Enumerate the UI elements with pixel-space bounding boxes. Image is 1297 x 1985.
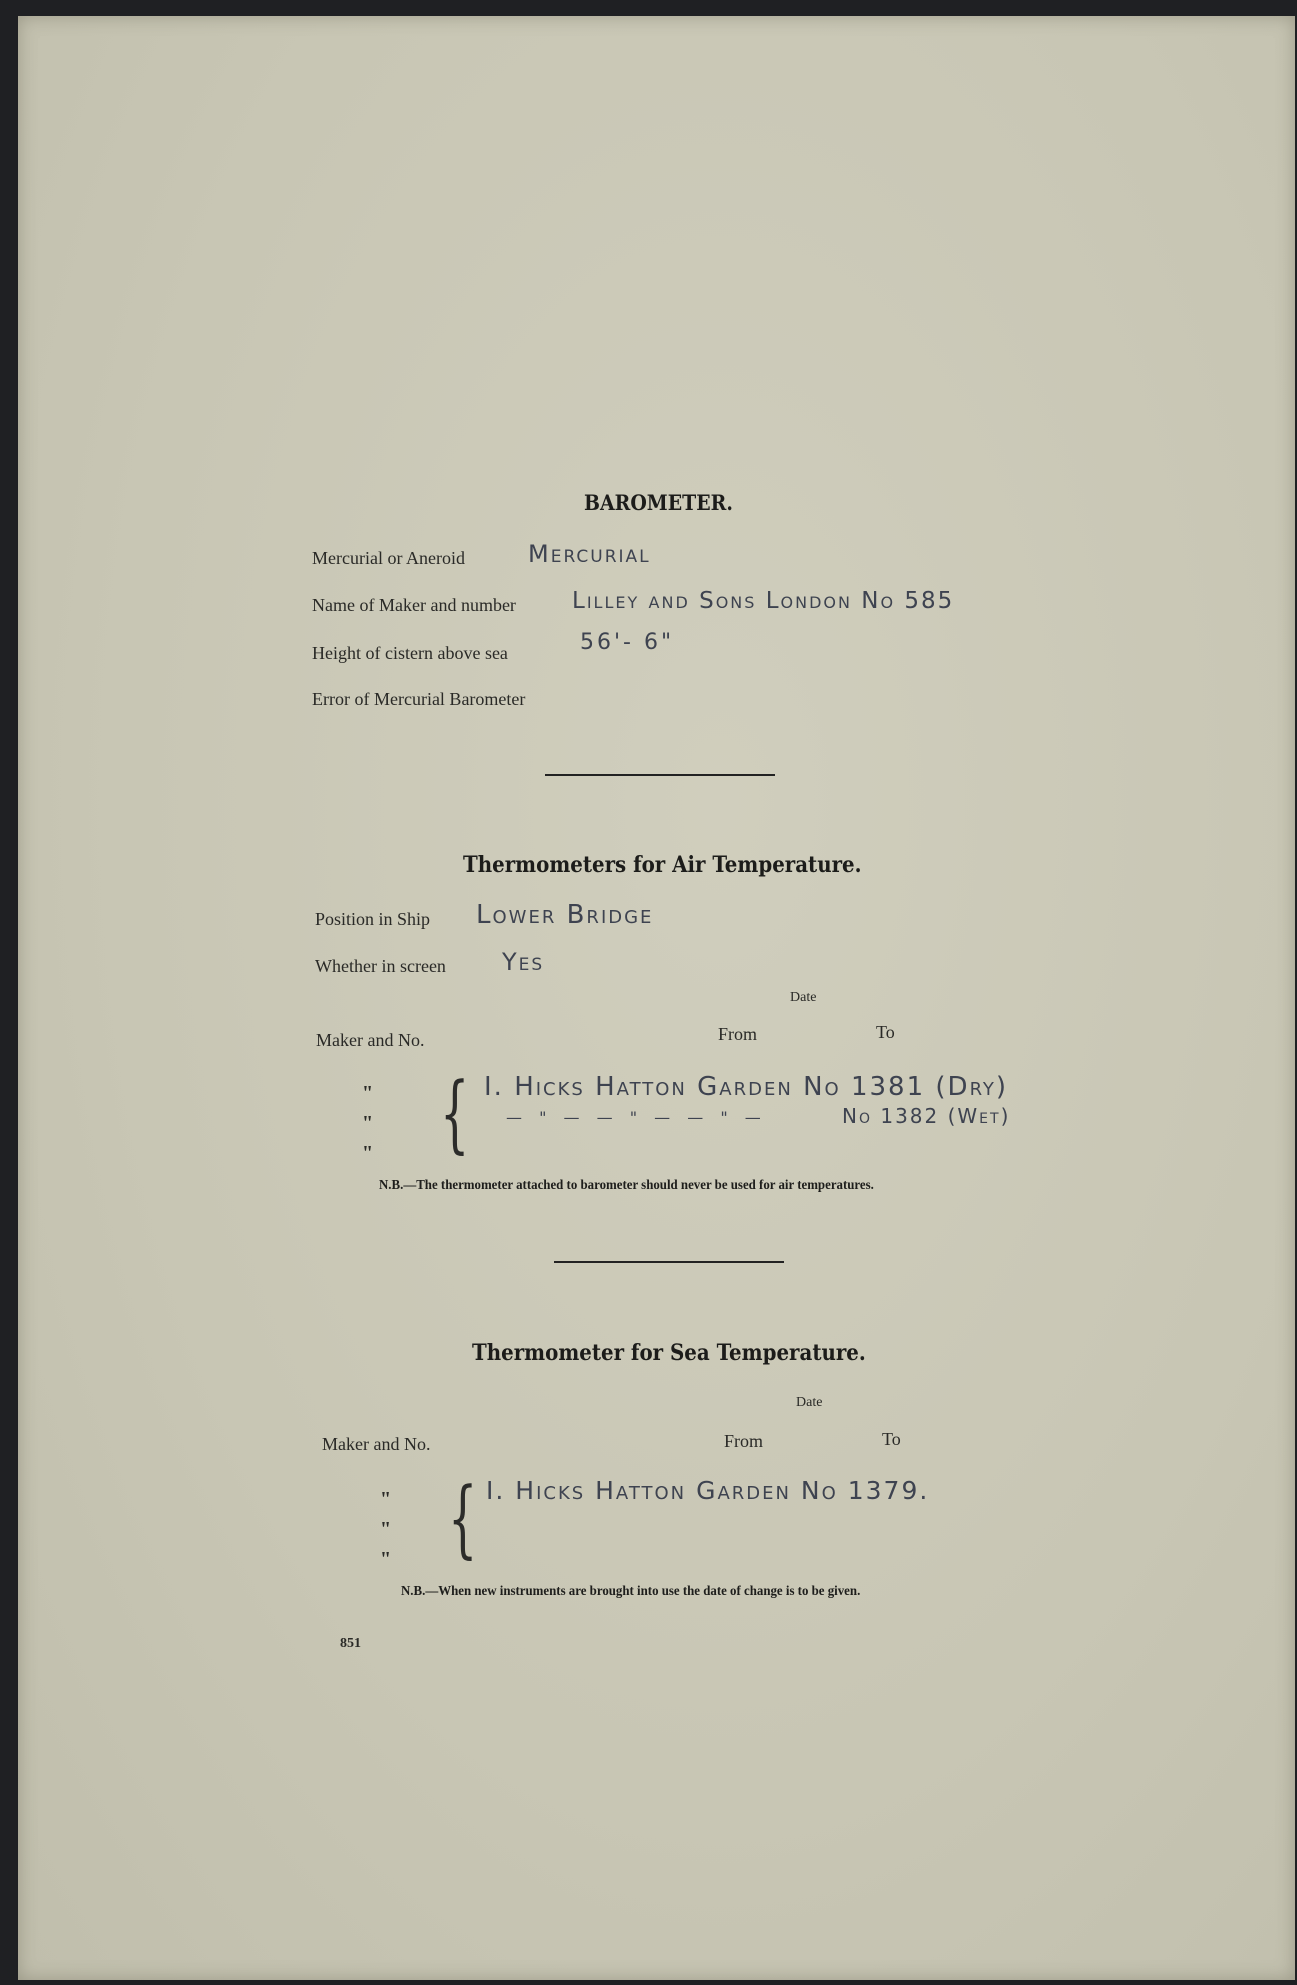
- barometer-type-label: Mercurial or Aneroid: [312, 548, 465, 568]
- air-screen-label: Whether in screen: [315, 956, 446, 976]
- air-to-label: To: [876, 1022, 895, 1042]
- barometer-height-value: 56'- 6": [580, 630, 675, 655]
- sea-ditto-3: ": [380, 1548, 392, 1570]
- sea-maker-label: Maker and No.: [322, 1434, 431, 1454]
- sea-from-label: From: [724, 1431, 764, 1451]
- sea-to-label: To: [882, 1429, 901, 1449]
- air-ditto-2: ": [362, 1112, 374, 1134]
- sea-title: Thermometer for Sea Temperature.: [472, 1340, 866, 1366]
- barometer-maker-value: Lilley and Sons London No 585: [572, 588, 955, 614]
- air-date-label: Date: [790, 990, 817, 1005]
- air-position-label: Position in Ship: [315, 909, 431, 929]
- section-divider: [545, 774, 775, 776]
- barometer-type-value: Mercurial: [528, 540, 651, 568]
- barometer-title: BAROMETER.: [584, 490, 733, 515]
- sea-note: N.B.—When new instruments are brought into use the date of change is to be given.: [401, 1584, 861, 1599]
- sea-brace: {: [448, 1469, 478, 1567]
- air-maker-label: Maker and No.: [316, 1030, 425, 1050]
- air-ditto-1: ": [362, 1082, 374, 1104]
- barometer-maker-label: Name of Maker and number: [312, 595, 516, 615]
- barometer-height-label: Height of cistern above sea: [312, 643, 508, 663]
- air-brace: {: [440, 1064, 470, 1162]
- sea-entry-1: I. Hicks Hatton Garden No 1379.: [486, 1476, 930, 1505]
- air-note: N.B.—The thermometer attached to barometer should never be used for air temperatures.: [379, 1178, 874, 1193]
- barometer-error-label: Error of Mercurial Barometer: [312, 689, 526, 709]
- section-divider: [554, 1261, 784, 1263]
- sea-ditto-2: ": [380, 1518, 392, 1540]
- air-entry-1: I. Hicks Hatton Garden No 1381 (Dry): [484, 1072, 1009, 1102]
- sea-ditto-1: ": [380, 1488, 392, 1510]
- air-title: Thermometers for Air Temperature.: [463, 852, 862, 878]
- sea-date-label: Date: [796, 1395, 823, 1410]
- air-screen-value: Yes: [502, 948, 545, 976]
- air-position-value: Lower Bridge: [476, 900, 654, 930]
- air-entry-2-number: No 1382 (Wet): [842, 1104, 1011, 1128]
- air-from-label: From: [718, 1024, 758, 1044]
- document-page: [18, 16, 1295, 1980]
- air-entry-2-ditto: — " — — " — — " —: [506, 1108, 767, 1127]
- air-ditto-3: ": [362, 1142, 374, 1164]
- form-number: 851: [340, 1636, 361, 1651]
